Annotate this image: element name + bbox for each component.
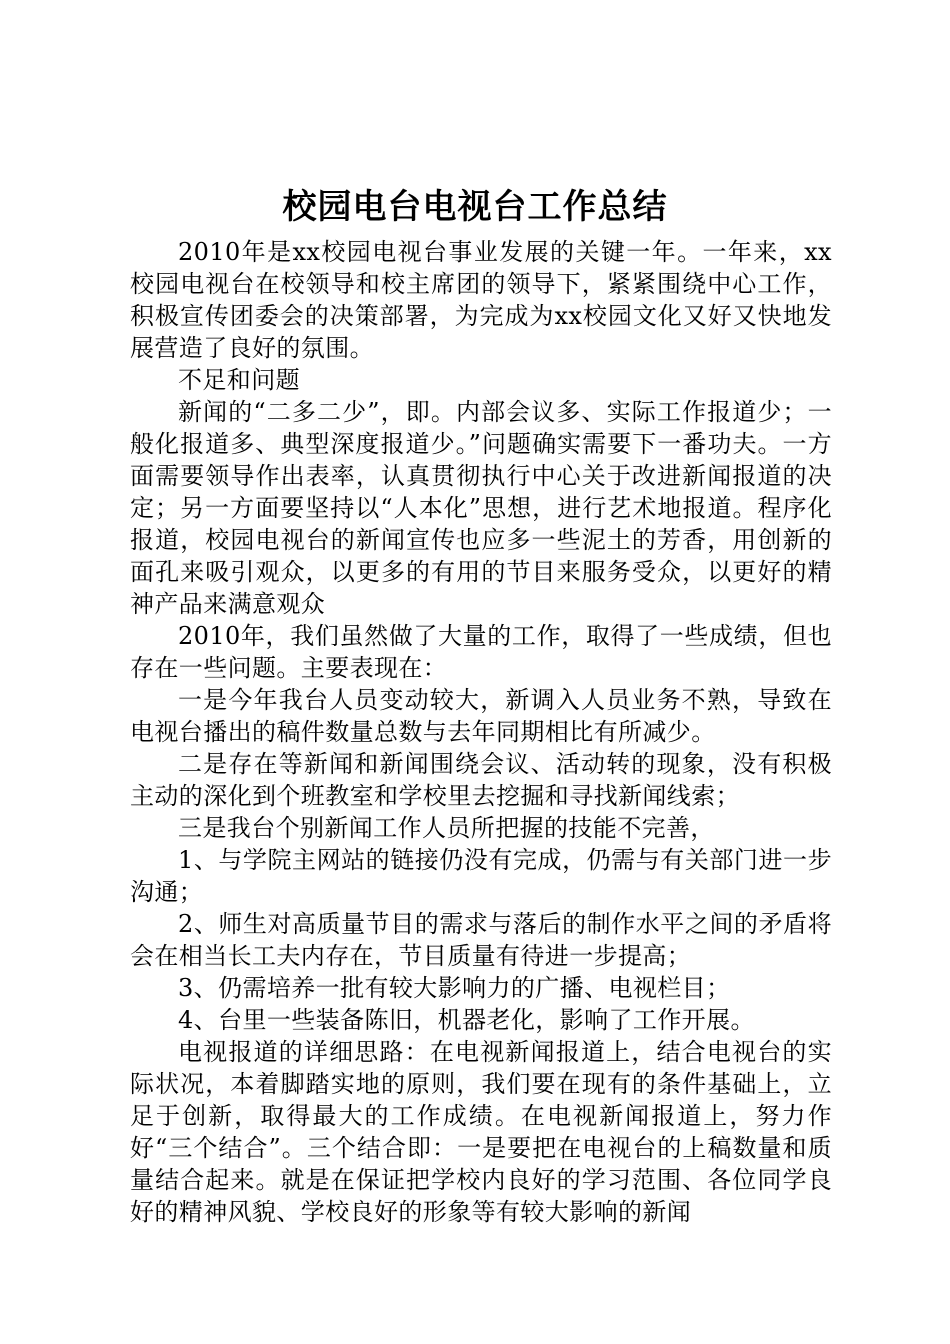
list-item-1: 1、与学院主网站的链接仍没有完成，仍需与有关部门进一步沟通； xyxy=(130,846,832,906)
paragraph-point-one: 一是今年我台人员变动较大，新调入人员业务不熟，导致在电视台播出的稿件数量总数与去年同期相比有所减少。 xyxy=(130,686,832,746)
section-heading-problems: 不足和问题 xyxy=(178,366,300,394)
paragraph-point-two: 二是存在等新闻和新闻围绕会议、活动转的现象，没有积极主动的深化到个班教室和学校里去挖掘和寻找新闻线索； xyxy=(130,750,832,810)
paragraph-intro: 2010年是xx校园电视台事业发展的关键一年。一年来，xx校园电视台在校领导和校主席团的领导下，紧紧围绕中心工作，积极宣传团委会的决策部署，为完成为xx校园文化又好又快地发展营造了良好的氛围。 xyxy=(130,238,832,362)
document-title: 校园电台电视台工作总结 xyxy=(282,187,668,227)
document-body xyxy=(130,236,832,1228)
paragraph-2010-summary: 2010年，我们虽然做了大量的工作，取得了一些成绩，但也存在一些问题。主要表现在： xyxy=(130,622,832,682)
paragraph-news-issues: 新闻的“二多二少”，即。内部会议多、实际工作报道少；一般化报道多、典型深度报道少。”问题确实需要下一番功夫。一方面需要领导作出表率，认真贯彻执行中心关于改进新闻报道的决定；另一方面要坚持以“人本化”思想，进行艺术地报道。程序化报道，校园电视台的新闻宣传也应多一些泥土的芳香，用创新的面孔来吸引观众，以更多的有用的节目来服务受众，以更好的精神产品来满意观众 xyxy=(130,398,832,618)
paragraph-tv-report-plan: 电视报道的详细思路：在电视新闻报道上，结合电视台的实际状况，本着脚踏实地的原则，我们要在现有的条件基础上，立足于创新，取得最大的工作成绩。在电视新闻报道上，努力作好“三个结合”。三个结合即：一是要把在电视台的上稿数量和质量结合起来。就是在保证把学校内良好的学习范围、各位同学良好的精神风貌、学校良好的形象等有较大影响的新闻 xyxy=(130,1038,832,1226)
list-item-3: 3、仍需培养一批有较大影响力的广播、电视栏目； xyxy=(178,974,731,1002)
list-item-4: 4、台里一些装备陈旧，机器老化，影响了工作开展。 xyxy=(178,1006,755,1034)
list-item-2: 2、师生对高质量节目的需求与落后的制作水平之间的矛盾将会在相当长工夫内存在，节目质量有待进一步提高； xyxy=(130,910,832,970)
paragraph-point-three: 三是我台个别新闻工作人员所把握的技能不完善， xyxy=(178,814,715,842)
